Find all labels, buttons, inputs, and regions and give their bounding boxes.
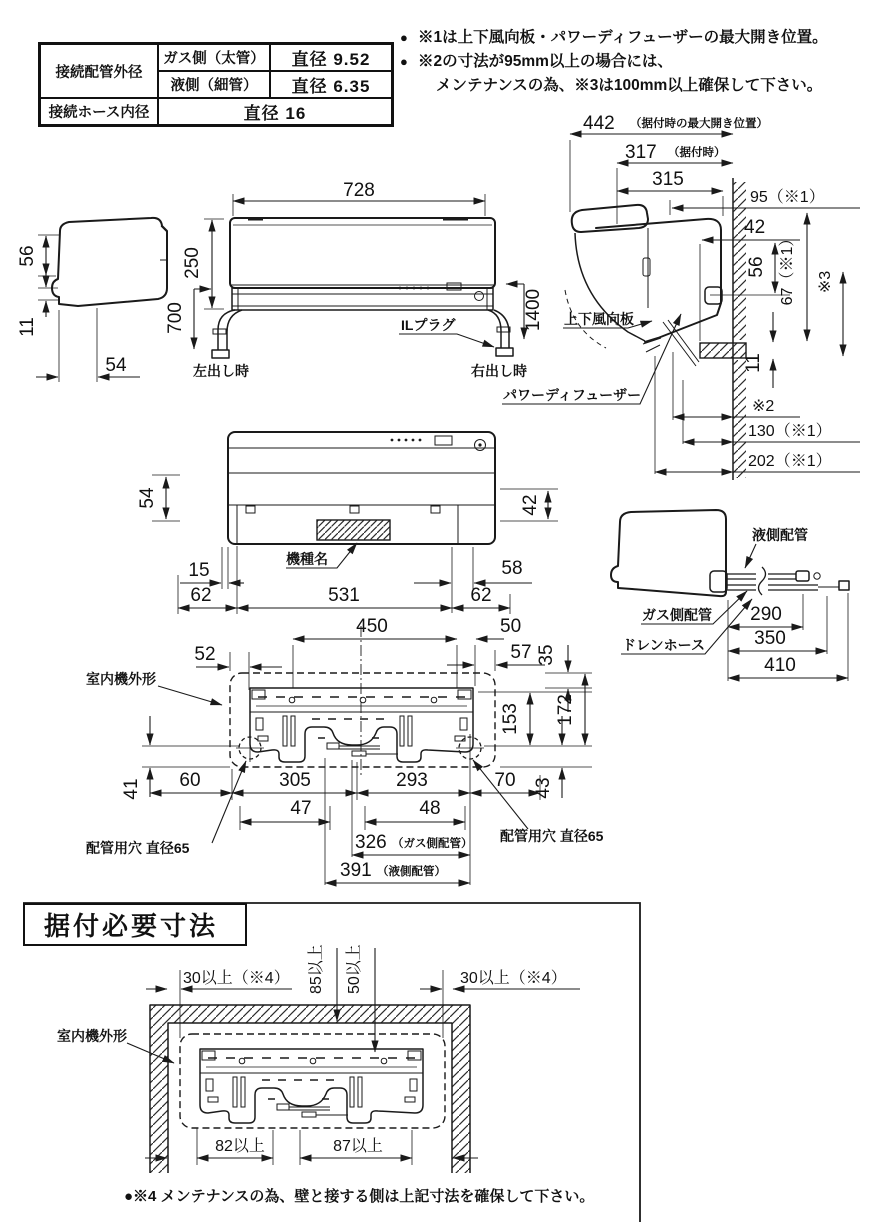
dim-62-left: 62 <box>190 585 212 606</box>
dim-56: 56 <box>17 245 38 267</box>
open-side-view <box>502 113 860 480</box>
dim-326: 326 <box>355 832 387 853</box>
dim-35: 35 <box>536 644 557 666</box>
model-name-plate <box>317 520 390 540</box>
dim-30-right: 30以上（※4） <box>460 970 567 987</box>
note-1: ※1は上下風向板・パワーディフューザーの最大開き位置。 <box>418 29 828 46</box>
unit-body <box>230 218 495 288</box>
dim-54-2: 54 <box>137 487 158 509</box>
dim-56-open: 56 <box>746 256 767 278</box>
bullet-icon: ● <box>400 30 408 45</box>
dim-326-qual: （ガス側配管） <box>392 838 473 850</box>
dim-728: 728 <box>343 180 375 201</box>
left-out-label: 左出し時 <box>193 363 249 379</box>
dim-67: 67（※1） <box>779 230 796 306</box>
wall-inner-face <box>168 1023 452 1173</box>
power-diffuser-vane <box>663 320 699 366</box>
left-pipe <box>218 310 242 350</box>
diffuser-label: パワーディフューザー <box>503 387 642 403</box>
dim-42-open: 42 <box>744 217 766 238</box>
dim-95: 95（※1） <box>750 189 825 206</box>
dim-star2: ※2 <box>752 398 775 415</box>
right-pipe <box>488 310 509 348</box>
dim-52: 52 <box>194 644 216 665</box>
dim-305: 305 <box>279 770 311 791</box>
dim-442-qual: （据付時の最大開き位置） <box>630 118 768 130</box>
wall-hatch-upper <box>733 182 746 340</box>
dim-350: 350 <box>754 628 786 649</box>
dim-391: 391 <box>340 860 372 881</box>
dim-30-left: 30以上（※4） <box>183 970 290 987</box>
dim-60: 60 <box>179 770 201 791</box>
install-title-text: 据付必要寸法 <box>44 911 219 941</box>
spec-hose-value: 直径 16 <box>158 98 392 125</box>
sensor-dot <box>475 292 484 301</box>
spec-gas-label: ガス側（太管） <box>158 44 270 71</box>
mounting-plate-view <box>86 616 604 885</box>
pipe-spec-table <box>38 42 394 127</box>
dim-153: 153 <box>500 703 521 735</box>
spec-hose-label: 接続ホース内径 <box>40 98 158 125</box>
dim-202: 202（※1） <box>748 453 832 470</box>
front-view <box>165 180 544 379</box>
dim-700: 700 <box>165 302 186 334</box>
dim-star3: ※3 <box>817 270 834 294</box>
dim-1400: 1400 <box>523 288 544 332</box>
dim-50-install: 50以上 <box>346 944 363 994</box>
unit-profile-pipe <box>611 510 726 596</box>
dim-315: 315 <box>652 169 684 190</box>
dim-15: 15 <box>188 560 210 581</box>
note-2: ※2の寸法が95mm以上の場合には、 <box>418 53 673 70</box>
note-4: ●※4 メンテナンスの為、壁と接する側は上記寸法を確保して下さい。 <box>124 1188 595 1205</box>
spec-gas-value: 直径 9.52 <box>270 44 392 71</box>
unit-outline-label-2: 室内機外形 <box>57 1028 127 1044</box>
spec-liquid-value: 直径 6.35 <box>270 71 392 98</box>
pipe-side-view <box>611 510 849 681</box>
pipe-holes <box>236 734 484 762</box>
note-3: メンテナンスの為、※3は100mm以上確保して下さい。 <box>436 77 823 94</box>
dim-82: 82以上 <box>215 1138 265 1155</box>
dim-43: 43 <box>533 777 554 799</box>
dim-62-right: 62 <box>470 585 492 606</box>
dim-410: 410 <box>764 655 796 676</box>
louver-label: 上下風向板 <box>564 311 634 327</box>
ceiling-hatch <box>168 1005 452 1023</box>
wall-outer-face <box>150 1005 470 1173</box>
pipe-hole-label-right: 配管用穴 直径65 <box>500 828 604 844</box>
wall-ledge <box>700 343 746 358</box>
dim-250: 250 <box>182 247 203 279</box>
dim-58: 58 <box>501 558 523 579</box>
dim-48: 48 <box>419 798 441 819</box>
dim-531: 531 <box>328 585 360 606</box>
dim-50: 50 <box>500 616 522 637</box>
dim-54: 54 <box>105 355 127 376</box>
dim-293: 293 <box>396 770 428 791</box>
notes-block <box>400 26 880 98</box>
dim-42-2: 42 <box>520 494 541 516</box>
install-section <box>23 903 640 1222</box>
dim-172: 172 <box>555 694 576 726</box>
spec-liquid-label: 液側（細管） <box>158 71 270 98</box>
dim-11: 11 <box>17 317 38 337</box>
dim-290: 290 <box>750 604 782 625</box>
dim-442: 442 <box>583 113 615 134</box>
dim-85: 85以上 <box>308 944 325 994</box>
left-side-view <box>17 218 167 382</box>
dim-87: 87以上 <box>333 1138 383 1155</box>
drain-hose-label: ドレンホース <box>622 637 705 653</box>
open-flap <box>572 205 648 232</box>
pipes <box>727 574 818 590</box>
il-plug-label: ILプラグ <box>401 317 456 333</box>
dim-391-qual: （液側配管） <box>377 866 446 878</box>
gas-pipe-label: ガス側配管 <box>642 607 712 623</box>
drain-hose-end <box>839 581 849 590</box>
louver-band <box>232 288 493 310</box>
unit-outline-label: 室内機外形 <box>86 671 156 687</box>
unit-profile <box>52 218 167 306</box>
liquid-pipe-label: 液側配管 <box>752 527 808 543</box>
dim-130: 130（※1） <box>748 423 832 440</box>
model-name-label: 機種名 <box>286 551 328 567</box>
dim-57: 57 <box>510 642 532 663</box>
install-section-title <box>23 903 247 946</box>
dim-70: 70 <box>494 770 516 791</box>
front-view-2 <box>137 432 558 614</box>
wall-hatch-lower <box>733 360 746 478</box>
dim-41: 41 <box>121 778 142 800</box>
dim-450: 450 <box>356 616 388 637</box>
bullet-icon: ● <box>400 54 408 69</box>
dim-317: 317 <box>625 142 657 163</box>
wall-left-hatch <box>150 1005 168 1173</box>
right-out-label: 右出し時 <box>471 363 527 379</box>
wall-right-hatch <box>452 1005 470 1173</box>
dim-47: 47 <box>290 798 312 819</box>
pipe-hole-label-left: 配管用穴 直径65 <box>86 840 190 856</box>
section-border <box>23 903 640 1222</box>
dim-11-open: 11 <box>743 353 764 373</box>
dim-317-qual: （据付時） <box>668 147 726 159</box>
spec-row-label: 接続配管外径 <box>40 44 158 98</box>
